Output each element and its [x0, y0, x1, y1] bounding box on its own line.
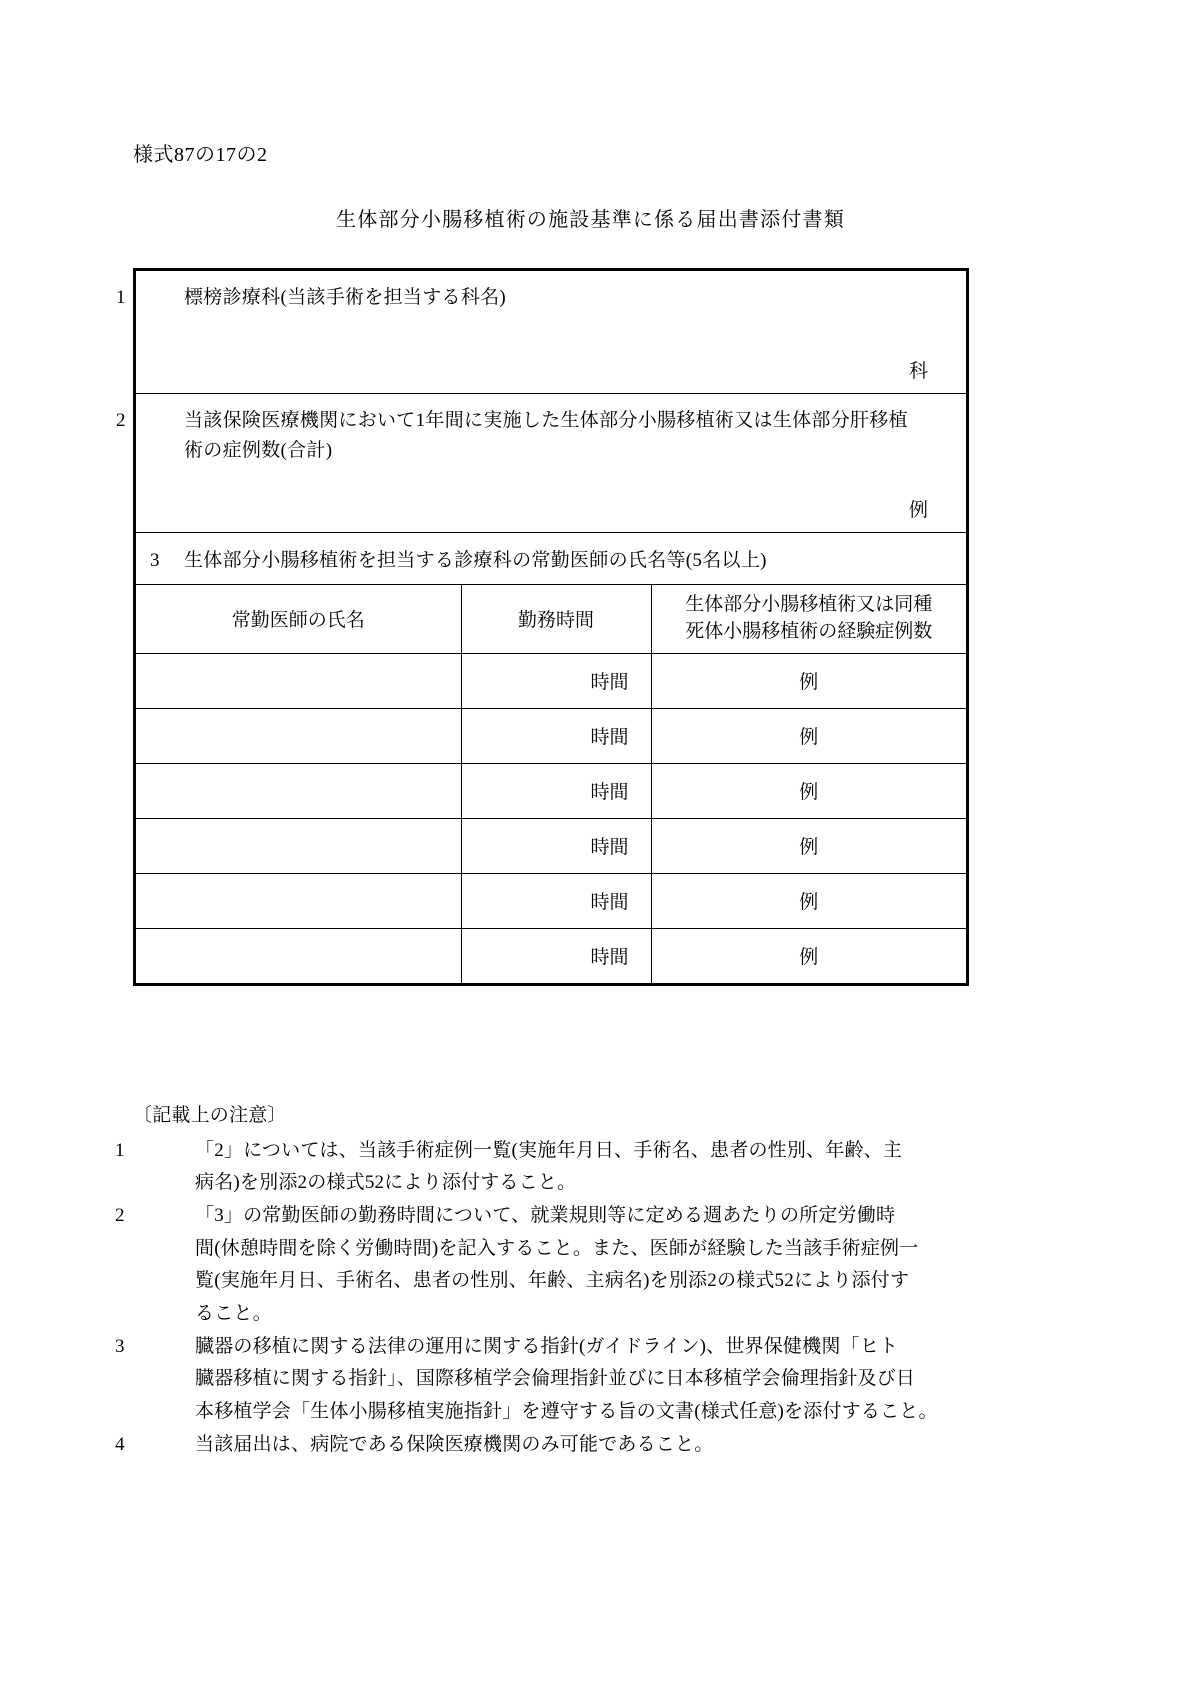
note-number: 2 — [115, 1205, 125, 1227]
section-2-unit: 例 — [908, 500, 928, 522]
doctor-hours-unit[interactable]: 時間 — [461, 653, 651, 708]
note-number: 1 — [115, 1139, 125, 1161]
section-1-unit: 科 — [908, 361, 928, 383]
section-3-label — [136, 533, 966, 585]
doctor-name-input[interactable] — [136, 708, 461, 763]
doctor-cases-unit[interactable]: 例 — [651, 653, 966, 708]
section-3-text: 生体部分小腸移植術を担当する診療科の常勤医師の氏名等(5名以上) — [184, 550, 767, 572]
column-header-cases — [651, 585, 966, 653]
section-3 — [136, 533, 966, 983]
table-header-row — [136, 585, 966, 653]
form-number: 様式87の17の2 — [133, 144, 268, 166]
doctor-hours-unit[interactable]: 時間 — [461, 708, 651, 763]
table-row — [136, 928, 966, 983]
section-2-label — [116, 394, 966, 465]
notes-section — [115, 1100, 1023, 1461]
note-number: 4 — [115, 1433, 125, 1455]
column-header-hours: 勤務時間 — [461, 585, 651, 653]
note-item — [115, 1200, 1023, 1331]
doctor-name-input[interactable] — [136, 928, 461, 983]
note-number: 3 — [115, 1335, 125, 1357]
doctor-cases-unit[interactable]: 例 — [651, 818, 966, 873]
doctor-hours-unit[interactable]: 時間 — [461, 928, 651, 983]
section-2 — [116, 394, 966, 533]
doctors-table — [136, 585, 966, 983]
note-text: 覧(実施年月日、手術名、患者の性別、年齢、主病名)を別添2の様式52により添付す — [195, 1270, 910, 1292]
table-row — [136, 873, 966, 928]
note-item — [115, 1331, 1023, 1429]
doctor-name-input[interactable] — [136, 873, 461, 928]
section-1 — [116, 271, 966, 394]
table-row — [136, 763, 966, 818]
doctor-hours-unit[interactable]: 時間 — [461, 818, 651, 873]
doctor-cases-unit[interactable]: 例 — [651, 928, 966, 983]
note-text: 「3」の常勤医師の勤務時間について、就業規則等に定める週あたりの所定労働時 — [195, 1205, 896, 1227]
doctor-cases-unit[interactable]: 例 — [651, 873, 966, 928]
notes-heading: 〔記載上の注意〕 — [133, 1105, 287, 1126]
section-2-text-line2: 術の症例数(合計) — [184, 439, 333, 461]
doctor-name-input[interactable] — [136, 818, 461, 873]
note-item — [115, 1429, 1023, 1462]
column-header-name: 常勤医師の氏名 — [136, 585, 461, 653]
column-header-cases-line1: 生体部分小腸移植術又は同種 — [685, 594, 933, 616]
doctor-hours-unit[interactable]: 時間 — [461, 873, 651, 928]
note-text: 病名)を別添2の様式52により添付すること。 — [195, 1172, 577, 1194]
section-2-text-line1: 当該保険医療機関において1年間に実施した生体部分小腸移植術又は生体部分肝移植 — [184, 410, 908, 432]
note-item — [115, 1135, 1023, 1200]
table-row — [136, 653, 966, 708]
doctor-hours-unit[interactable]: 時間 — [461, 763, 651, 818]
section-1-text: 標榜診療科(当該手術を担当する科名) — [184, 287, 507, 308]
section-1-label — [116, 271, 966, 312]
doctor-cases-unit[interactable]: 例 — [651, 763, 966, 818]
note-text: ること。 — [195, 1303, 272, 1325]
section-1-number: 1 — [116, 287, 126, 308]
column-header-cases-line2: 死体小腸移植術の経験症例数 — [685, 620, 933, 642]
note-text: 間(休憩時間を除く労働時間)を記入すること。また、医師が経験した当該手術症例一 — [195, 1237, 919, 1259]
page-title: 生体部分小腸移植術の施設基準に係る届出書添付書類 — [336, 209, 845, 231]
note-text: 本移植学会「生体小腸移植実施指針」を遵守する旨の文書(様式任意)を添付すること。 — [195, 1401, 938, 1423]
table-row — [136, 708, 966, 763]
doctor-name-input[interactable] — [136, 763, 461, 818]
note-text: 「2」については、当該手術症例一覧(実施年月日、手術名、患者の性別、年齢、主 — [195, 1139, 903, 1161]
section-3-number: 3 — [150, 550, 160, 572]
table-row — [136, 818, 966, 873]
form-frame — [116, 268, 969, 986]
section-2-number: 2 — [116, 410, 126, 432]
note-text: 当該届出は、病院である保険医療機関のみ可能であること。 — [195, 1433, 714, 1455]
note-text: 臓器移植に関する指針」、国際移植学会倫理指針並びに日本移植学会倫理指針及び日 — [195, 1368, 916, 1390]
doctor-cases-unit[interactable]: 例 — [651, 708, 966, 763]
note-text: 臓器の移植に関する法律の運用に関する指針(ガイドライン)、世界保健機関「ヒト — [195, 1335, 899, 1357]
doctor-name-input[interactable] — [136, 653, 461, 708]
